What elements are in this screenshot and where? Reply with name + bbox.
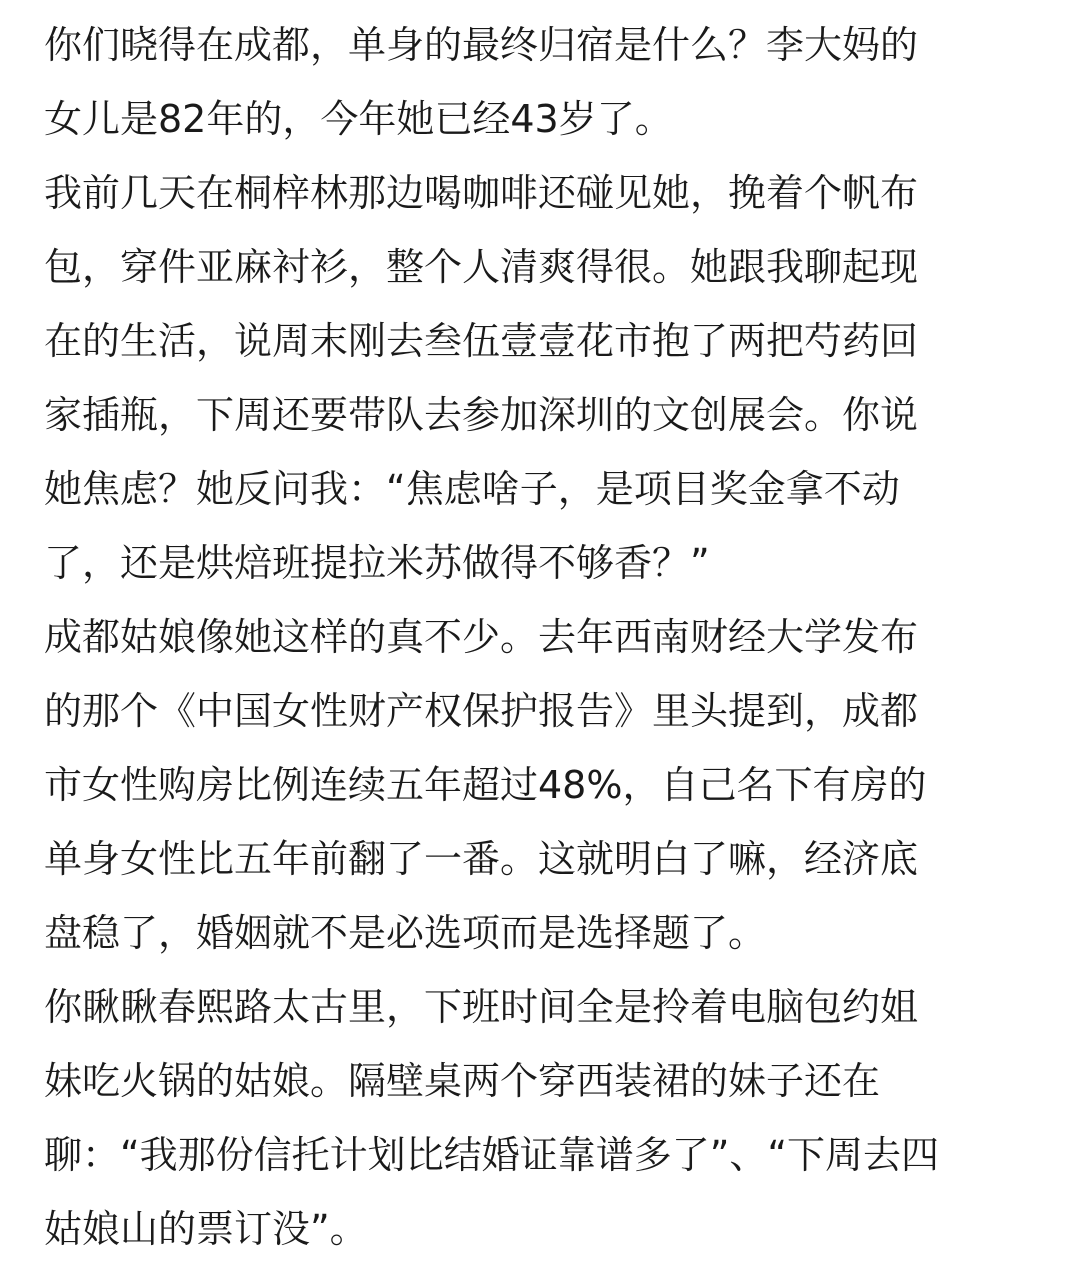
paragraph-3: 成都姑娘像她这样的真不少。去年西南财经大学发布 的那个《中国女性财产权保护报告》里头提到，成都 市女性购房比例连续五年超过48%，自己名下有房的 单身女性比五年前翻了一番。这就明白了嘛，经济底 盘稳了，婚姻就不是必选项而是选择题了。 — [44, 615, 927, 955]
paragraph-1: 你们晓得在成都，单身的最终归宿是什么？李大妈的 女儿是82年的，今年她已经43岁了。 — [44, 23, 919, 141]
paragraph-2: 我前几天在桐梓林那边喝咖啡还碰见她，挽着个帆布 包，穿件亚麻衬衫，整个人清爽得很。她跟我聊起现 在的生活，说周末刚去叁伍壹壹花市抱了两把芍药回 家插瓶，下周还要带队去参加深圳的文创展会。你说 她焦虑？她反问我：“焦虑啥子，是项目奖金拿不动 了，还是烘焙班提拉米苏做得不够香？” — [44, 171, 919, 585]
paragraph-4: 你瞅瞅春熙路太古里，下班时间全是拎着电脑包约姐 妹吃火锅的姑娘。隔壁桌两个穿西装裙的妹子还在 聊：“我那份信托计划比结婚证靠谱多了”、“下周去四 姑娘山的票订没”。 — [44, 985, 940, 1251]
article-body — [44, 8, 1039, 1266]
